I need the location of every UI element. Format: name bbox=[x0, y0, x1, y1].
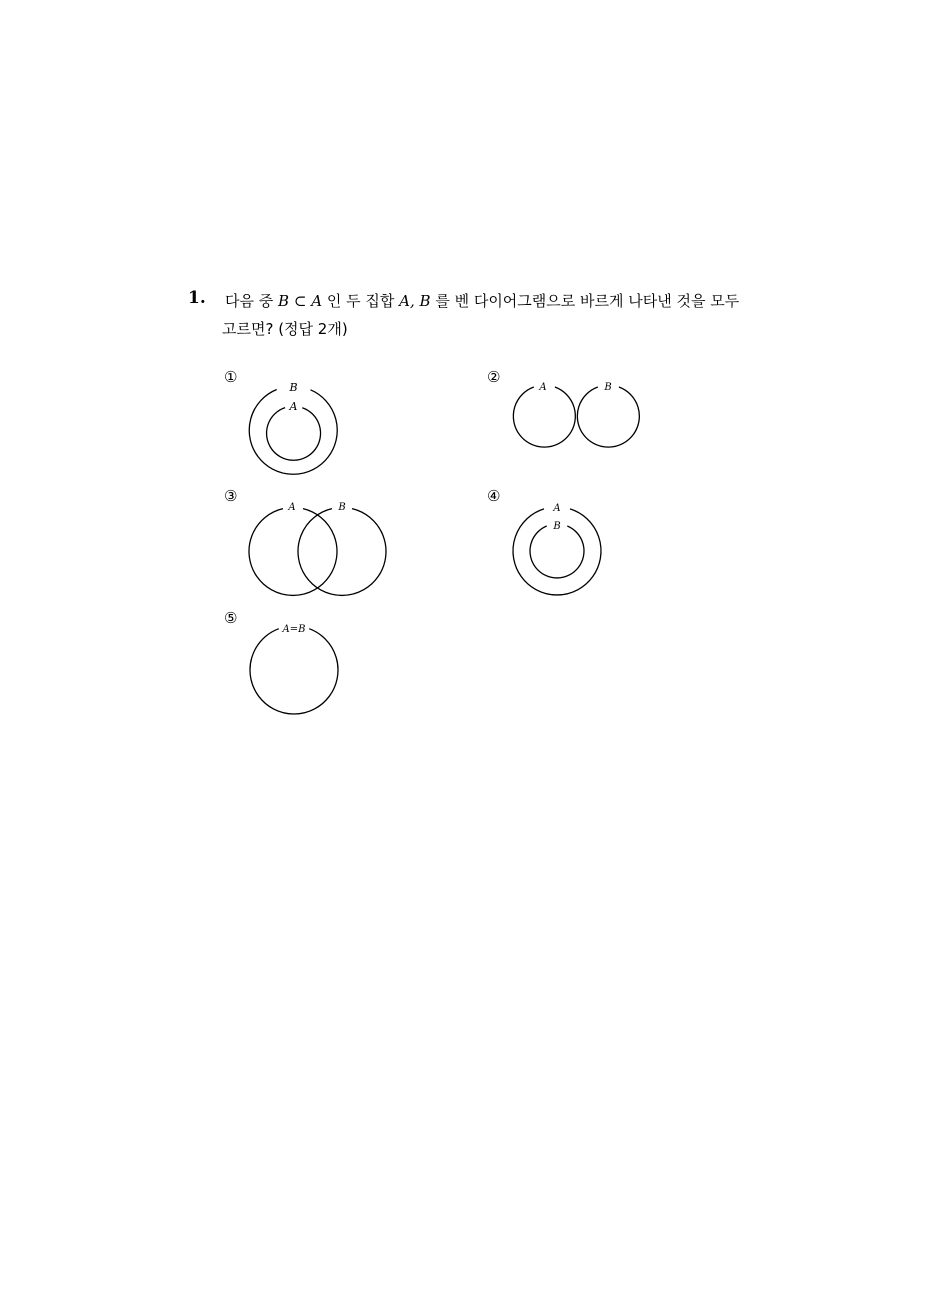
choice-2-label-b: B bbox=[604, 382, 612, 393]
question-text-part: 를 벤 다이어그램으로 바르게 나타낸 것을 모두 bbox=[435, 292, 740, 310]
set-a-symbol: A bbox=[311, 292, 323, 310]
choice-3-label-a: A bbox=[288, 502, 296, 513]
choice-1-label-b: B bbox=[289, 381, 298, 394]
choice-1-inner-circle bbox=[267, 408, 321, 461]
set-a-symbol: A, bbox=[399, 292, 415, 310]
choice-2-number: ② bbox=[487, 368, 501, 386]
choice-3-label-b: B bbox=[338, 502, 346, 513]
question-text-part: 다음 중 bbox=[225, 292, 274, 310]
choice-5-label: A=B bbox=[282, 624, 306, 635]
choice-3-circle-b bbox=[298, 509, 386, 596]
choice-3-circle-a bbox=[249, 509, 337, 596]
choice-4-inner-circle bbox=[530, 526, 584, 578]
choice-1-number: ① bbox=[224, 368, 238, 386]
choice-5-circle bbox=[250, 629, 338, 714]
choice-2-circle-b bbox=[577, 387, 639, 447]
set-b-symbol: B bbox=[278, 292, 290, 310]
choice-5-number: ⑤ bbox=[224, 609, 238, 627]
question-text-part: 인 두 집합 bbox=[326, 292, 395, 310]
choice-4-number: ④ bbox=[487, 487, 501, 505]
question-text-line-2: 고르면? (정답 2개) bbox=[222, 320, 348, 338]
set-b-symbol: B bbox=[419, 292, 431, 310]
choice-2-label-a: A bbox=[539, 382, 547, 393]
subset-symbol: ⊂ bbox=[293, 292, 307, 310]
choice-3-number: ③ bbox=[224, 487, 238, 505]
choice-4-label-b: B bbox=[553, 521, 561, 532]
choice-1-label-a: A bbox=[289, 400, 298, 413]
choice-4-label-a: A bbox=[553, 503, 561, 514]
choice-2-circle-a bbox=[513, 387, 575, 447]
question-number: 1. bbox=[188, 288, 206, 308]
